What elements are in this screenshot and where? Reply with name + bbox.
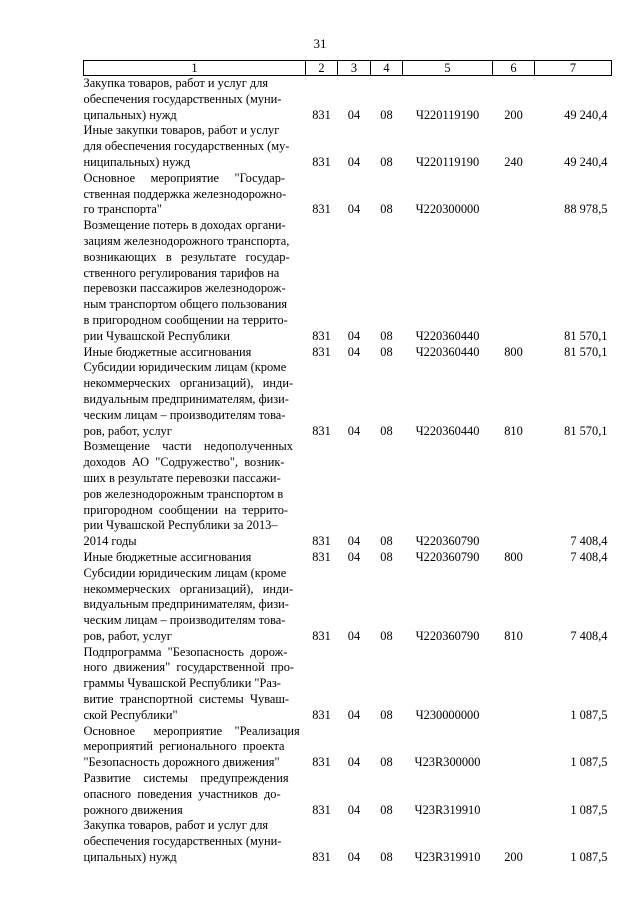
table-row: [84, 771, 612, 818]
target-article-code: Ч230000000: [415, 707, 480, 722]
amount: 49 240,4: [564, 154, 608, 169]
row-name: [84, 360, 306, 439]
row-name-line: рожного движения: [83, 802, 183, 817]
section-code: 04: [347, 628, 361, 643]
grbs-code: 831: [312, 549, 331, 564]
grbs-code: 831: [312, 328, 331, 343]
row-name-line: видуальным предпринимателям, физи-: [83, 391, 289, 406]
subsection-code: 08: [380, 107, 393, 122]
grbs-code: 831: [312, 344, 331, 359]
row-name: [84, 566, 306, 645]
grbs-code: 831: [312, 707, 331, 722]
subsection-code: 08: [380, 328, 393, 343]
row-name-line: Иные бюджетные ассигнования: [83, 344, 252, 359]
expense-type-code: [493, 724, 535, 771]
row-name: [84, 645, 306, 724]
target-article-code: Ч220360790: [415, 534, 480, 549]
row-name-line: Субсидии юридическим лицам (кроме: [83, 360, 287, 375]
section-code: 04: [347, 802, 361, 817]
row-name-line: в пригородном сообщении на террито-: [83, 312, 288, 327]
subsection-code: 08: [380, 628, 393, 643]
row-name: [84, 439, 306, 550]
expense-type-code: 200: [504, 850, 523, 865]
subsection-code: 08: [380, 344, 393, 359]
expense-type-code: [493, 645, 535, 724]
row-name-line: ципальных) нужд: [83, 850, 177, 865]
row-name-line: перевозки пассажиров железнодорож-: [83, 281, 286, 296]
row-name-line: ственная поддержка железнодорожно-: [83, 186, 287, 201]
section-code: 04: [347, 850, 361, 865]
expense-type-code: [493, 218, 535, 344]
header-cell: 4: [371, 61, 403, 76]
subsection-code: 08: [380, 707, 393, 722]
budget-table: [83, 60, 612, 866]
row-name-line: ципальных) нужд: [83, 107, 177, 122]
target-article-code: Ч220360440: [415, 328, 480, 343]
table-row: [84, 439, 612, 550]
row-name-line: обеспечения государственных (муни-: [83, 834, 282, 849]
header-cell: 5: [403, 61, 493, 76]
target-article-code: Ч23R300000: [414, 755, 481, 770]
grbs-code: 831: [312, 202, 331, 217]
subsection-code: 08: [380, 802, 393, 817]
row-name-line: Закупка товаров, работ и услуг для: [83, 818, 269, 833]
table-row: [84, 345, 612, 361]
row-name-line: мероприятий регионального проекта: [83, 739, 285, 754]
row-name: [84, 724, 306, 771]
row-name: [84, 76, 306, 124]
row-name-line: зациям железнодорожного транспорта,: [83, 233, 290, 248]
expense-type-code: 240: [504, 154, 523, 169]
amount: 1 087,5: [570, 755, 608, 770]
grbs-code: 831: [312, 802, 331, 817]
amount: 88 978,5: [564, 202, 608, 217]
target-article-code: Ч220119190: [415, 154, 480, 169]
subsection-code: 08: [380, 755, 393, 770]
row-name-line: для обеспечения государственных (му-: [83, 139, 290, 154]
target-article-code: Ч220119190: [415, 107, 480, 122]
amount: 7 408,4: [570, 628, 608, 643]
subsection-code: 08: [380, 850, 393, 865]
row-name-line: Закупка товаров, работ и услуг для: [83, 76, 269, 90]
grbs-code: 831: [312, 423, 331, 438]
section-code: 04: [347, 423, 361, 438]
target-article-code: Ч220360790: [415, 549, 480, 564]
section-code: 04: [347, 107, 361, 122]
expense-type-code: 800: [504, 549, 523, 564]
grbs-code: 831: [312, 628, 331, 643]
header-row: [84, 61, 612, 76]
header-cell: 2: [306, 61, 338, 76]
table-row: [84, 76, 612, 124]
amount: 7 408,4: [570, 549, 608, 564]
row-name: [84, 550, 306, 566]
row-name-line: витие транспортной системы Чуваш-: [83, 692, 290, 707]
target-article-code: Ч220360790: [415, 628, 480, 643]
expense-type-code: 810: [504, 628, 523, 643]
table-row: [84, 171, 612, 218]
expense-type-code: 810: [504, 423, 523, 438]
expense-type-code: 800: [504, 344, 523, 359]
row-name-line: ской Республики": [83, 707, 178, 722]
header-cell: 3: [338, 61, 371, 76]
amount: 7 408,4: [570, 534, 608, 549]
subsection-code: 08: [380, 549, 393, 564]
grbs-code: 831: [312, 534, 331, 549]
row-name-line: ших в результате перевозки пассажи-: [83, 470, 281, 485]
amount: 1 087,5: [570, 850, 608, 865]
row-name-line: Подпрограмма "Безопасность дорож-: [83, 644, 288, 659]
page-number: 31: [313, 36, 327, 51]
section-code: 04: [347, 154, 361, 169]
row-name-line: ного движения" государственной про-: [83, 660, 295, 675]
grbs-code: 831: [312, 154, 331, 169]
expense-type-code: 200: [504, 107, 523, 122]
row-name-line: Возмещение части недополученных: [83, 439, 293, 454]
row-name-line: рии Чувашской Республики за 2013–: [83, 518, 278, 533]
target-article-code: Ч23R319910: [414, 802, 481, 817]
expense-type-code: [493, 771, 535, 818]
section-code: 04: [347, 534, 361, 549]
table-row: [84, 645, 612, 724]
row-name: [84, 771, 306, 818]
row-name-line: опасного поведения участников до-: [83, 786, 281, 801]
row-name-line: видуальным предпринимателям, физи-: [83, 597, 289, 612]
section-code: 04: [347, 755, 361, 770]
table-row: [84, 123, 612, 170]
grbs-code: 831: [312, 107, 331, 122]
subsection-code: 08: [380, 154, 393, 169]
amount: 49 240,4: [564, 107, 608, 122]
subsection-code: 08: [380, 534, 393, 549]
row-name-line: ческим лицам – производителям това-: [83, 613, 286, 628]
row-name-line: Основное мероприятие "Реализация: [83, 723, 300, 738]
row-name-line: возникающих в результате государ-: [83, 249, 290, 264]
table-row: [84, 818, 612, 865]
row-name-line: го транспорта": [83, 202, 162, 217]
row-name-line: рии Чувашской Республики: [83, 328, 231, 343]
row-name-line: некоммерческих организаций), инди-: [83, 581, 294, 596]
target-article-code: Ч220360440: [415, 344, 480, 359]
row-name-line: "Безопасность дорожного движения": [83, 755, 280, 770]
table-row: [84, 724, 612, 771]
grbs-code: 831: [312, 755, 331, 770]
amount: 1 087,5: [570, 707, 608, 722]
expense-type-code: [493, 439, 535, 550]
subsection-code: 08: [380, 423, 393, 438]
row-name-line: Иные бюджетные ассигнования: [83, 549, 252, 564]
row-name-line: ниципальных) нужд: [83, 154, 191, 169]
header-cell: 7: [535, 61, 612, 76]
target-article-code: Ч220300000: [415, 202, 480, 217]
row-name: [84, 123, 306, 170]
row-name-line: доходов АО "Содружество", возник-: [83, 455, 285, 470]
row-name-line: Иные закупки товаров, работ и услуг: [83, 123, 280, 138]
amount: 81 570,1: [564, 423, 608, 438]
table-row: [84, 550, 612, 566]
section-code: 04: [347, 328, 361, 343]
grbs-code: 831: [312, 850, 331, 865]
row-name: [84, 171, 306, 218]
row-name-line: ров, работ, услуг: [83, 423, 172, 438]
row-name-line: 2014 годы: [83, 534, 137, 549]
header-cell: 1: [84, 61, 306, 76]
row-name: [84, 818, 306, 865]
row-name-line: ным транспортом общего пользования: [83, 297, 288, 312]
subsection-code: 08: [380, 202, 393, 217]
section-code: 04: [347, 549, 361, 564]
row-name-line: обеспечения государственных (муни-: [83, 91, 282, 106]
table-row: [84, 566, 612, 645]
amount: 1 087,5: [570, 802, 608, 817]
row-name-line: ров железнодорожным транспортом в: [83, 486, 284, 501]
row-name: [84, 345, 306, 361]
header-cell: 6: [493, 61, 535, 76]
section-code: 04: [347, 202, 361, 217]
row-name-line: Развитие системы предупреждения: [83, 771, 289, 786]
row-name-line: некоммерческих организаций), инди-: [83, 376, 294, 391]
row-name-line: пригородном сообщении на террито-: [83, 502, 289, 517]
row-name-line: ческим лицам – производителям това-: [83, 407, 286, 422]
row-name-line: Возмещение потерь в доходах органи-: [83, 218, 286, 233]
row-name-line: ственного регулирования тарифов на: [83, 265, 280, 280]
amount: 81 570,1: [564, 344, 608, 359]
row-name-line: граммы Чувашской Республики "Раз-: [83, 676, 281, 691]
section-code: 04: [347, 344, 361, 359]
table-row: [84, 360, 612, 439]
section-code: 04: [347, 707, 361, 722]
row-name-line: Субсидии юридическим лицам (кроме: [83, 565, 287, 580]
amount: 81 570,1: [564, 328, 608, 343]
target-article-code: Ч23R319910: [414, 850, 481, 865]
table-row: [84, 218, 612, 344]
row-name-line: ров, работ, услуг: [83, 628, 172, 643]
row-name: [84, 218, 306, 344]
expense-type-code: [493, 171, 535, 218]
row-name-line: Основное мероприятие "Государ-: [83, 170, 286, 185]
target-article-code: Ч220360440: [415, 423, 480, 438]
